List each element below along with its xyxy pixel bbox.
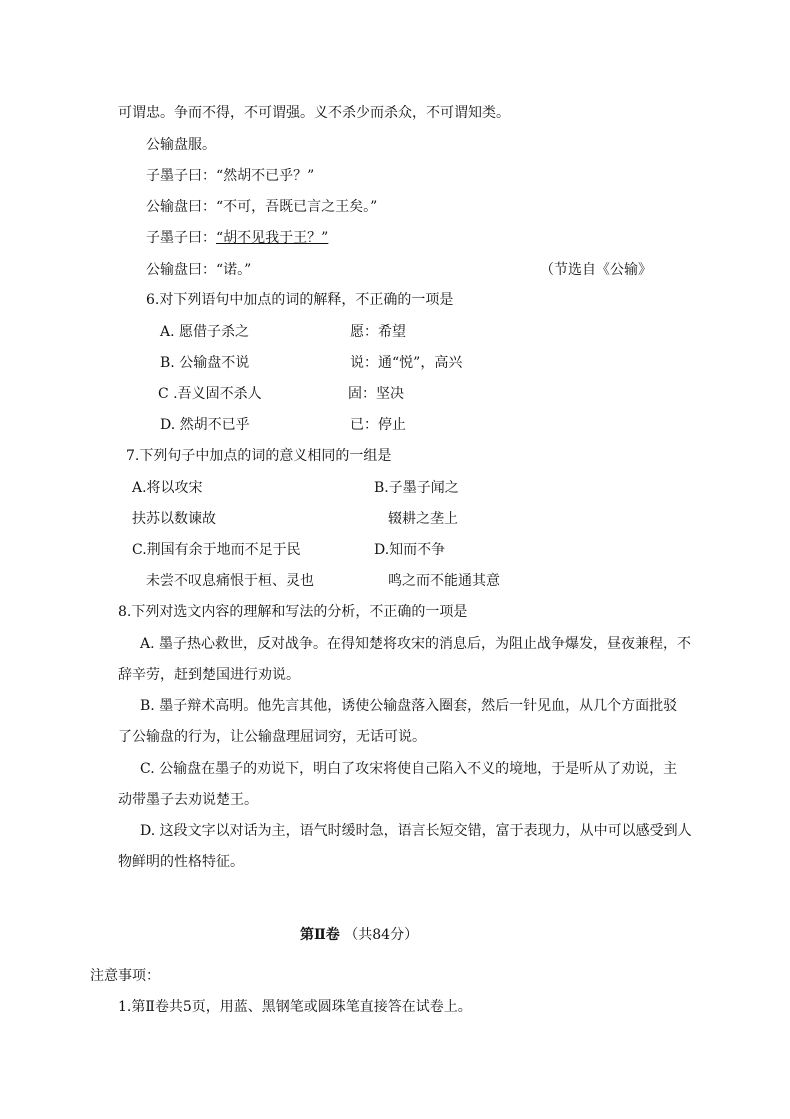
q7-option-a-2: 扶苏以数谏故 <box>132 511 216 527</box>
q8-stem: 8.下列对选文内容的理解和写法的分析，不正确的一项是 <box>118 604 468 620</box>
q8-option-b-line-2: 了公输盘的行为，让公输盘理屈词穷，无话可说。 <box>118 729 426 745</box>
underlined-sentence: “胡不见我于王？” <box>216 230 329 246</box>
q8-option-c-line-1: C. 公输盘在墨子的劝说下，明白了攻宋将使自己陷入不义的境地，于是听从了劝说，主 <box>140 761 678 777</box>
q7-option-c-1: C.荆国有余于地而不足于民 <box>132 542 301 558</box>
q6-option-b: B. 公输盘不说 <box>160 355 250 371</box>
passage-line-6: 公输盘曰：“诺。” <box>146 262 252 278</box>
q8-option-a-line-1: A. 墨子热心救世，反对战争。在得知楚将攻宋的消息后，为阻止战争爆发，昼夜兼程，不 <box>140 636 692 652</box>
q6-option-a: A. 愿借子杀之 <box>160 324 250 340</box>
q8-option-d-line-2: 物鲜明的性格特征。 <box>118 854 244 870</box>
q6-stem: 6.对下列语句中加点的词的解释，不正确的一项是 <box>146 292 454 308</box>
q7-option-d-1: D.知而不争 <box>374 542 446 558</box>
passage-line-1: 可谓忠。争而不得，不可谓强。义不杀少而杀众，不可谓知类。 <box>118 105 510 121</box>
q6-option-c-gloss: 固：坚决 <box>348 386 404 402</box>
passage-line-2: 公输盘服。 <box>146 137 216 153</box>
passage-line-4: 公输盘曰：“不可，吾既已言之王矣。” <box>146 199 378 215</box>
q7-option-c-2: 未尝不叹息痛恨于桓、灵也 <box>146 573 314 589</box>
section-2-title: 第Ⅱ卷 <box>300 927 340 943</box>
passage-source: （节选自《公输》 <box>540 262 652 278</box>
notes-label: 注意事项： <box>90 968 160 984</box>
section-2-score: （共84分） <box>344 927 419 943</box>
q6-option-b-gloss: 说：通“悦”，高兴 <box>350 355 463 371</box>
q8-option-b-line-1: B. 墨子辩术高明。他先言其他，诱使公输盘落入圈套，然后一针见血，从几个方面批驳 <box>140 698 678 714</box>
q7-stem: 7.下列句子中加点的词的意义相同的一组是 <box>126 448 392 464</box>
passage-line-5 <box>146 228 328 248</box>
passage-line-3: 子墨子曰：“然胡不已乎？” <box>146 168 315 184</box>
q7-option-b-2: 辍耕之垄上 <box>388 511 458 527</box>
q6-option-d-gloss: 已：停止 <box>350 417 406 433</box>
q6-option-d: D. 然胡不已乎 <box>160 417 250 433</box>
q7-option-d-2: 鸣之而不能通其意 <box>388 573 500 589</box>
q7-option-b-1: B.子墨子闻之 <box>374 480 459 496</box>
q8-option-c-line-2: 动带墨子去劝说楚王。 <box>118 792 258 808</box>
q6-option-a-gloss: 愿：希望 <box>350 324 406 340</box>
q7-option-a-1: A.将以攻宋 <box>132 480 203 496</box>
q8-option-a-line-2: 辞辛劳，赶到楚国进行劝说。 <box>118 667 300 683</box>
q8-option-d-line-1: D. 这段文字以对话为主，语气时缓时急，语言长短交错，富于表现力，从中可以感受到人 <box>140 823 692 839</box>
section-2-heading <box>300 925 418 945</box>
q6-option-c: C .吾义固不杀人 <box>158 386 262 402</box>
passage-line-5-prefix: 子墨子曰： <box>146 230 216 246</box>
note-1: 1.第Ⅱ卷共5页，用蓝、黑钢笔或圆珠笔直接答在试卷上。 <box>118 999 472 1015</box>
